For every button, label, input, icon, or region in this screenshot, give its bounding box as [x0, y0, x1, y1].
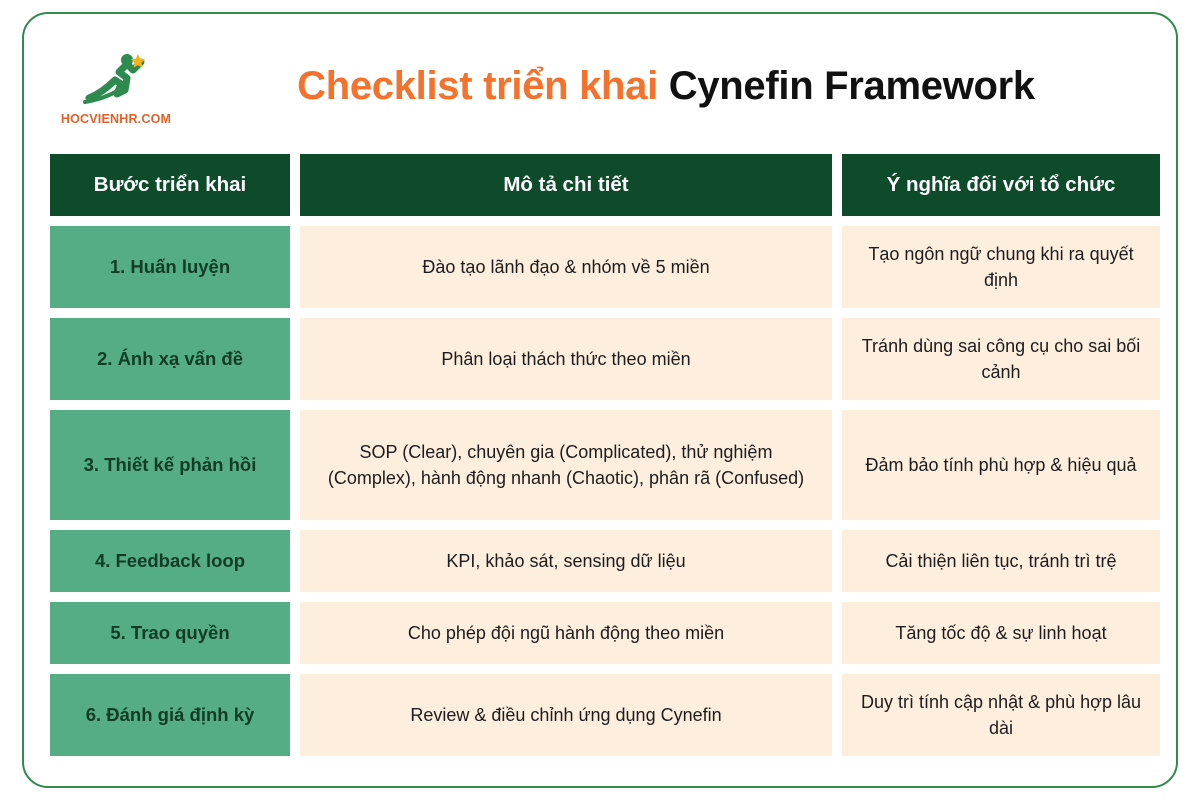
- table-row: [50, 602, 1160, 664]
- step-meaning: Tránh dùng sai công cụ cho sai bối cảnh: [842, 318, 1160, 400]
- table-row: [50, 318, 1160, 400]
- page-content: [50, 32, 1160, 764]
- table-row: [50, 410, 1160, 520]
- step-meaning: Đảm bảo tính phù hợp & hiệu quả: [842, 410, 1160, 520]
- table-row: [50, 674, 1160, 756]
- step-label: 6. Đánh giá định kỳ: [50, 674, 290, 756]
- step-label: 3. Thiết kế phản hồi: [50, 410, 290, 520]
- step-description: Đào tạo lãnh đạo & nhóm về 5 miền: [300, 226, 832, 308]
- step-meaning: Duy trì tính cập nhật & phù hợp lâu dài: [842, 674, 1160, 756]
- header: [50, 32, 1160, 140]
- page-title: [182, 64, 1160, 109]
- step-description: Cho phép đội ngũ hành động theo miền: [300, 602, 832, 664]
- step-meaning: Tạo ngôn ngữ chung khi ra quyết định: [842, 226, 1160, 308]
- column-header-description: Mô tả chi tiết: [300, 154, 832, 216]
- checklist-table: [50, 154, 1160, 756]
- page-title-accent: Checklist triển khai: [297, 63, 658, 108]
- running-person-star-logo-icon: [81, 50, 151, 106]
- step-label: 2. Ánh xạ vấn đề: [50, 318, 290, 400]
- brand-logo: [50, 46, 182, 126]
- step-description: Phân loại thách thức theo miền: [300, 318, 832, 400]
- brand-logo-text: HOCVIENHR.COM: [60, 112, 172, 126]
- column-header-meaning: Ý nghĩa đối với tổ chức: [842, 154, 1160, 216]
- step-label: 5. Trao quyền: [50, 602, 290, 664]
- table-row: [50, 530, 1160, 592]
- step-description: SOP (Clear), chuyên gia (Complicated), thử nghiệm (Complex), hành động nhanh (Chaotic), phân rã (Confused): [300, 410, 832, 520]
- page-title-rest: Cynefin Framework: [657, 63, 1035, 108]
- step-meaning: Tăng tốc độ & sự linh hoạt: [842, 602, 1160, 664]
- step-meaning: Cải thiện liên tục, tránh trì trệ: [842, 530, 1160, 592]
- column-header-step: Bước triển khai: [50, 154, 290, 216]
- table-row: [50, 226, 1160, 308]
- step-label: 4. Feedback loop: [50, 530, 290, 592]
- table-header-row: [50, 154, 1160, 216]
- step-label: 1. Huấn luyện: [50, 226, 290, 308]
- step-description: Review & điều chỉnh ứng dụng Cynefin: [300, 674, 832, 756]
- step-description: KPI, khảo sát, sensing dữ liệu: [300, 530, 832, 592]
